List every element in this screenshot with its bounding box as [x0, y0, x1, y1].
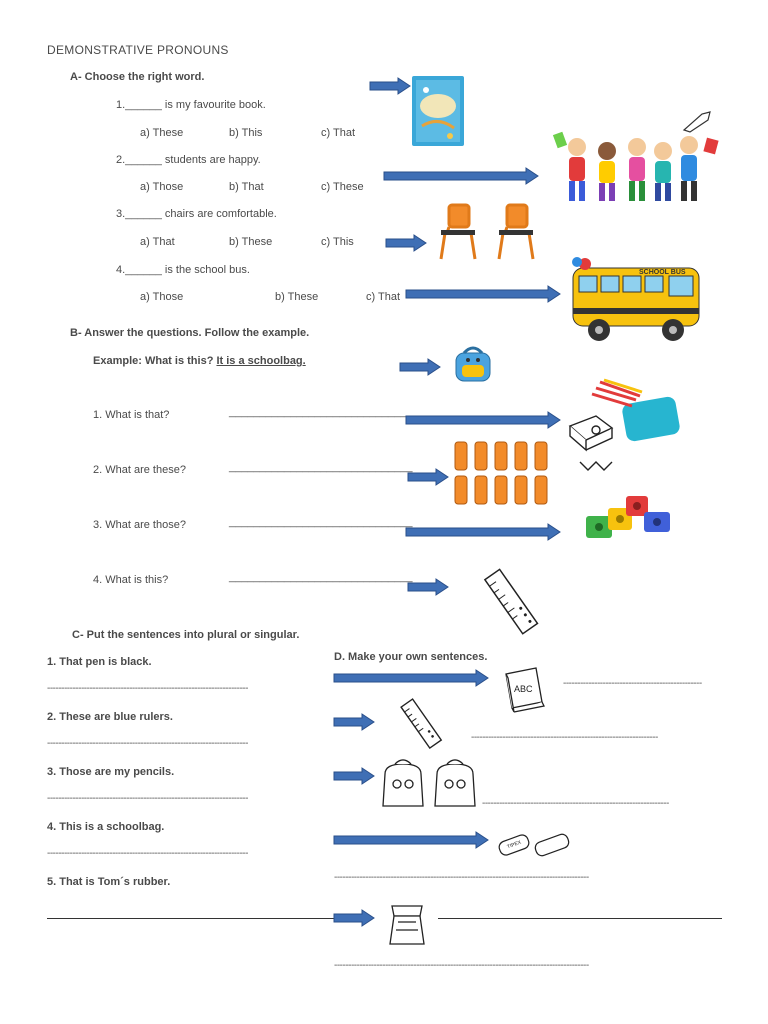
question-b4: 4. What is this? [93, 574, 169, 586]
option-a3-a: a) That [140, 236, 175, 248]
arrow-icon [400, 359, 440, 375]
answer-dashes-d2[interactable]: ------------------------------------------------------------------ [471, 732, 658, 743]
sentence-c3: 3. Those are my pencils. [47, 766, 175, 778]
answer-dashes-c4[interactable]: ----------------------------------------------------------------------- [47, 848, 248, 859]
sentence-c5: 5. That is Tom´s rubber. [47, 876, 171, 888]
book-sketch-picture [502, 666, 546, 712]
arrow-icon [334, 670, 488, 686]
option-a3-b: b) These [229, 236, 273, 248]
question-a4: 4.______ is the school bus. [116, 264, 250, 276]
arrow-icon [334, 910, 374, 926]
option-a1-a: a) These [140, 127, 184, 139]
sentence-c2: 2. These are blue rulers. [47, 711, 173, 723]
arrow-icon [406, 286, 560, 302]
arrow-icon [334, 714, 374, 730]
schoolbags-sketch-picture [381, 760, 481, 812]
bus-label: SCHOOL BUS [639, 269, 686, 276]
sharpeners-picture [582, 490, 678, 550]
answer-dashes-d3[interactable]: ------------------------------------------------------------------ [482, 798, 669, 809]
question-b3: 3. What are those? [93, 519, 186, 531]
arrow-icon [334, 832, 488, 848]
arrow-icon [406, 524, 560, 540]
arrow-icon [384, 168, 538, 184]
section-c-heading: C- Put the sentences into plural or singular. [72, 629, 300, 641]
question-b1: 1. What is that? [93, 409, 170, 421]
rubbers-sketch-picture [497, 828, 577, 862]
schoolbag-picture [448, 345, 500, 385]
school-bus-picture [565, 258, 703, 348]
answer-line-b2[interactable]: ______________________________ [229, 461, 413, 473]
question-a2: 2.______ students are happy. [116, 154, 261, 166]
sentence-c4: 4. This is a schoolbag. [47, 821, 165, 833]
chairs-picture [437, 203, 537, 261]
answer-dashes-d5[interactable]: ------------------------------------------------------------------------------------------ [334, 960, 589, 971]
answer-line-d5[interactable] [438, 918, 722, 919]
pencil-case-picture [566, 378, 682, 474]
answer-dashes-d4[interactable]: ------------------------------------------------------------------------------------------ [334, 872, 589, 883]
ruler-sketch-picture [400, 698, 444, 748]
rubber-label: TIPEX [506, 839, 523, 851]
answer-dashes-c1[interactable]: ----------------------------------------------------------------------- [47, 683, 248, 694]
answer-line-b3[interactable]: ______________________________ [229, 516, 413, 528]
option-a2-b: b) That [229, 181, 264, 193]
happy-students-picture [555, 125, 720, 210]
example-line [93, 355, 306, 367]
pencils-picture [453, 440, 549, 506]
book-label: ABC [514, 684, 533, 694]
page-title: DEMONSTRATIVE PRONOUNS [47, 43, 229, 57]
option-a1-c: c) That [321, 127, 356, 139]
arrow-icon [386, 235, 426, 251]
arrow-icon [370, 78, 410, 94]
option-a1-b: b) This [229, 127, 263, 139]
option-a2-a: a) Those [140, 181, 184, 193]
answer-dashes-c3[interactable]: ----------------------------------------------------------------------- [47, 793, 248, 804]
sentence-c1: 1. That pen is black. [47, 656, 152, 668]
option-a4-b: b) These [275, 291, 319, 303]
option-a4-c: c) That [366, 291, 401, 303]
answer-dashes-d1[interactable]: ------------------------------------------------- [563, 678, 702, 689]
question-b2: 2. What are these? [93, 464, 186, 476]
option-a3-c: c) This [321, 236, 354, 248]
arrow-icon [406, 412, 560, 428]
arrow-icon [334, 768, 374, 784]
section-d-heading: D. Make your own sentences. [334, 651, 488, 663]
answer-dashes-c2[interactable]: ----------------------------------------------------------------------- [47, 738, 248, 749]
ruler-picture [484, 568, 540, 634]
question-a1: 1.______ is my favourite book. [116, 99, 266, 111]
section-b-heading: B- Answer the questions. Follow the example. [70, 327, 310, 339]
answer-line-c5[interactable] [47, 918, 335, 919]
answer-line-b1[interactable]: ______________________________ [229, 406, 413, 418]
question-a3: 3.______ chairs are comfortable. [116, 208, 277, 220]
arrow-icon [408, 469, 448, 485]
option-a2-c: c) These [321, 181, 364, 193]
example-prefix: Example: What is this? [93, 355, 217, 367]
section-a-heading: A- Choose the right word. [70, 71, 205, 83]
option-a4-a: a) Those [140, 291, 184, 303]
example-answer: It is a schoolbag. [216, 355, 306, 367]
arrow-icon [408, 579, 448, 595]
answer-line-b4[interactable]: ______________________________ [229, 571, 413, 583]
glue-sketch-picture [386, 902, 428, 948]
book-picture [412, 76, 464, 146]
